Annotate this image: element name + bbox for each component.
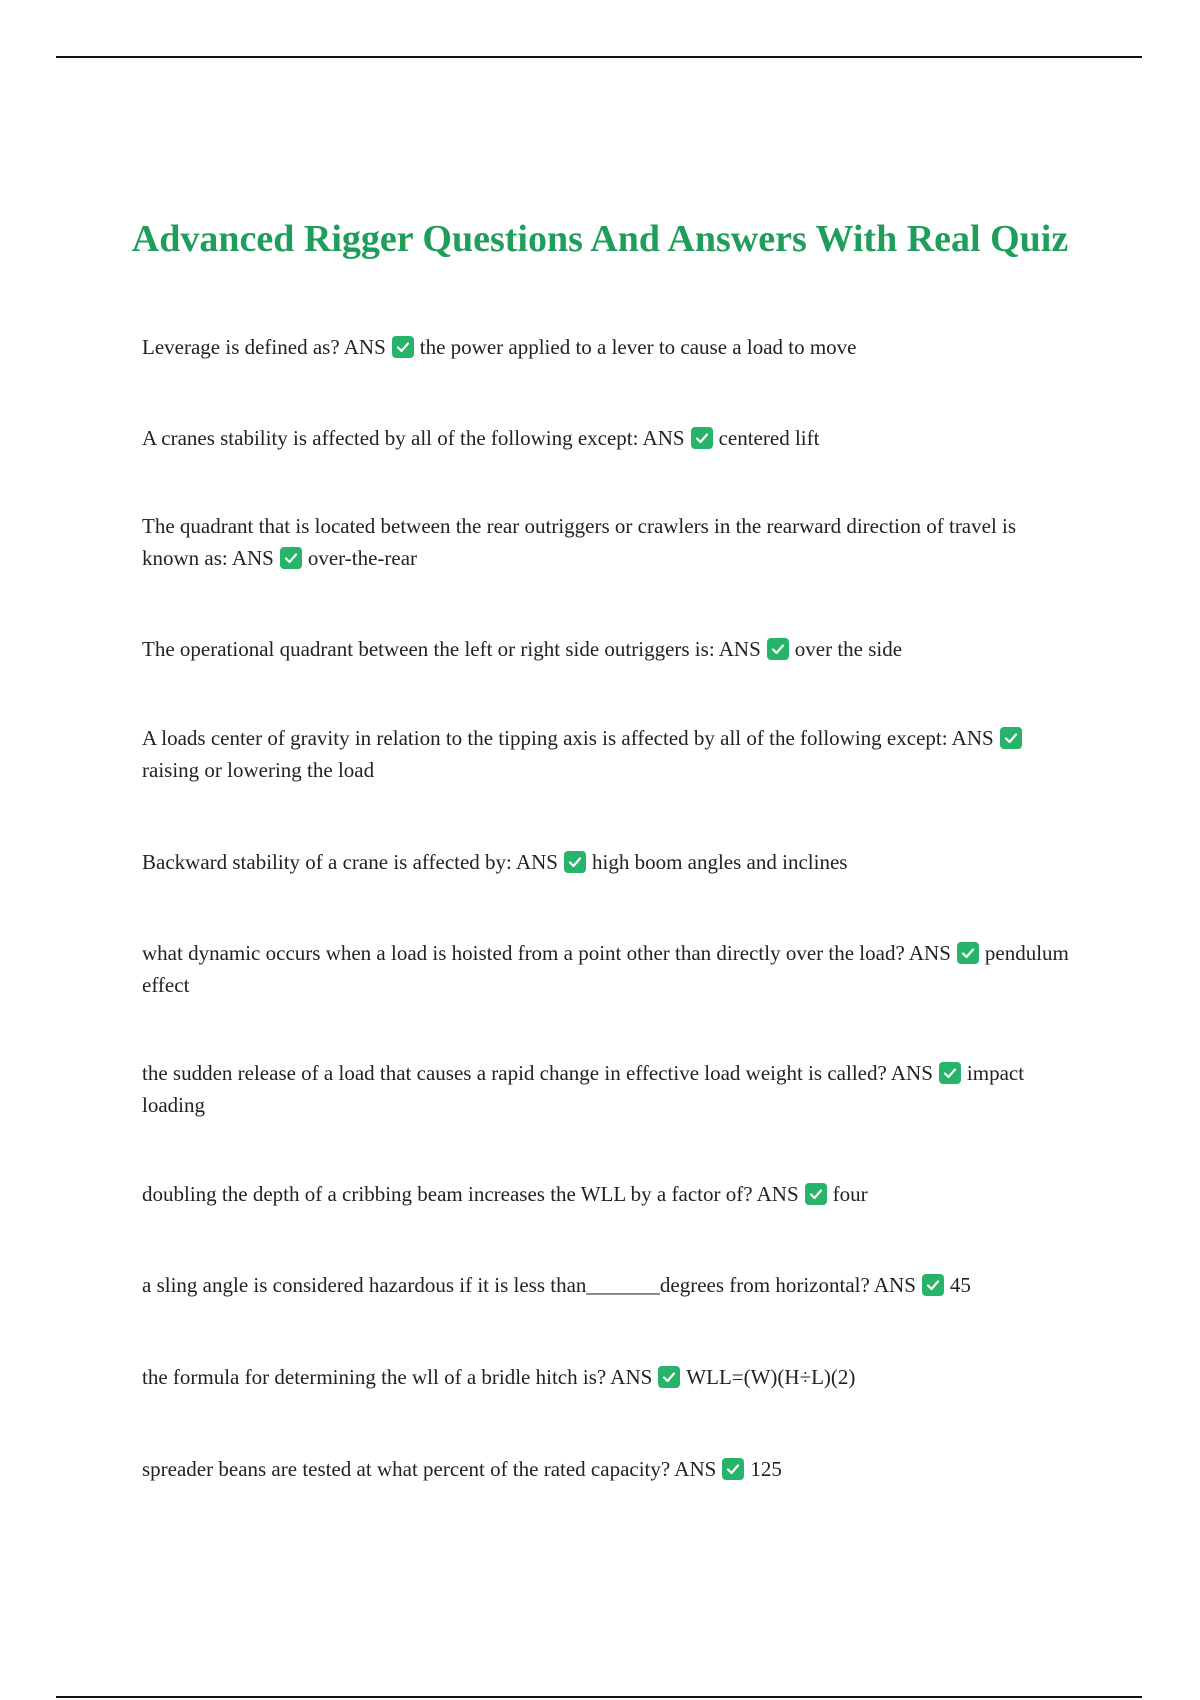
answer-text: centered lift: [718, 426, 820, 450]
check-mark-icon: [922, 1274, 944, 1296]
question-text: spreader beans are tested at what percent of the rated capacity? ANS: [142, 1457, 717, 1481]
qa-item-2: [142, 422, 1072, 454]
check-mark-icon: [805, 1183, 827, 1205]
answer-text: 125: [750, 1457, 782, 1481]
check-mark-icon: [957, 942, 979, 964]
question-text: doubling the depth of a cribbing beam increases the WLL by a factor of? ANS: [142, 1182, 799, 1206]
bottom-rule: [56, 1696, 1142, 1698]
answer-text: high boom angles and inclines: [591, 850, 848, 874]
top-rule: [56, 56, 1142, 58]
answer-text: 45: [949, 1273, 971, 1297]
answer-text: raising or lowering the load: [142, 758, 375, 782]
question-text: the sudden release of a load that causes a rapid change in effective load weight is called? ANS: [142, 1061, 933, 1085]
question-text: a sling angle is considered hazardous if it is less than_______degrees from horizontal? ANS: [142, 1273, 916, 1297]
answer-text: over-the-rear: [307, 546, 418, 570]
qa-item-3: [142, 510, 1072, 574]
qa-item-5: [142, 722, 1072, 786]
check-mark-icon: [722, 1458, 744, 1480]
question-text: what dynamic occurs when a load is hoisted from a point other than directly over the load? ANS: [142, 941, 951, 965]
qa-item-8: [142, 1057, 1072, 1121]
qa-item-7: [142, 937, 1072, 1001]
check-mark-icon: [767, 638, 789, 660]
check-mark-icon: [564, 851, 586, 873]
qa-item-4: [142, 633, 1072, 665]
qa-item-9: [142, 1178, 1072, 1210]
question-text: Backward stability of a crane is affected by: ANS: [142, 850, 558, 874]
check-mark-icon: [280, 547, 302, 569]
answer-text: the power applied to a lever to cause a load to move: [419, 335, 857, 359]
answer-text: WLL=(W)(H÷L)(2): [686, 1365, 856, 1389]
answer-text: pendulum effect: [142, 941, 1069, 997]
qa-item-1: [142, 331, 1072, 363]
question-text: A cranes stability is affected by all of the following except: ANS: [142, 426, 685, 450]
check-mark-icon: [939, 1062, 961, 1084]
question-text: A loads center of gravity in relation to the tipping axis is affected by all of the following except: ANS: [142, 726, 994, 750]
answer-text: over the side: [794, 637, 903, 661]
qa-item-6: [142, 846, 1072, 878]
answer-text: impact loading: [142, 1061, 1025, 1117]
question-text: Leverage is defined as? ANS: [142, 335, 386, 359]
qa-item-10: [142, 1269, 1072, 1301]
question-text: the formula for determining the wll of a bridle hitch is? ANS: [142, 1365, 653, 1389]
check-mark-icon: [1000, 727, 1022, 749]
document-title: Advanced Rigger Questions And Answers With Real Quiz: [131, 218, 1069, 260]
question-text: The quadrant that is located between the rear outriggers or crawlers in the rearward direction of travel is known as: ANS: [142, 514, 1017, 570]
check-mark-icon: [392, 336, 414, 358]
check-mark-icon: [658, 1366, 680, 1388]
answer-text: four: [832, 1182, 868, 1206]
qa-item-11: [142, 1361, 1072, 1393]
question-text: The operational quadrant between the left or right side outriggers is: ANS: [142, 637, 761, 661]
qa-item-12: [142, 1453, 1072, 1485]
check-mark-icon: [691, 427, 713, 449]
